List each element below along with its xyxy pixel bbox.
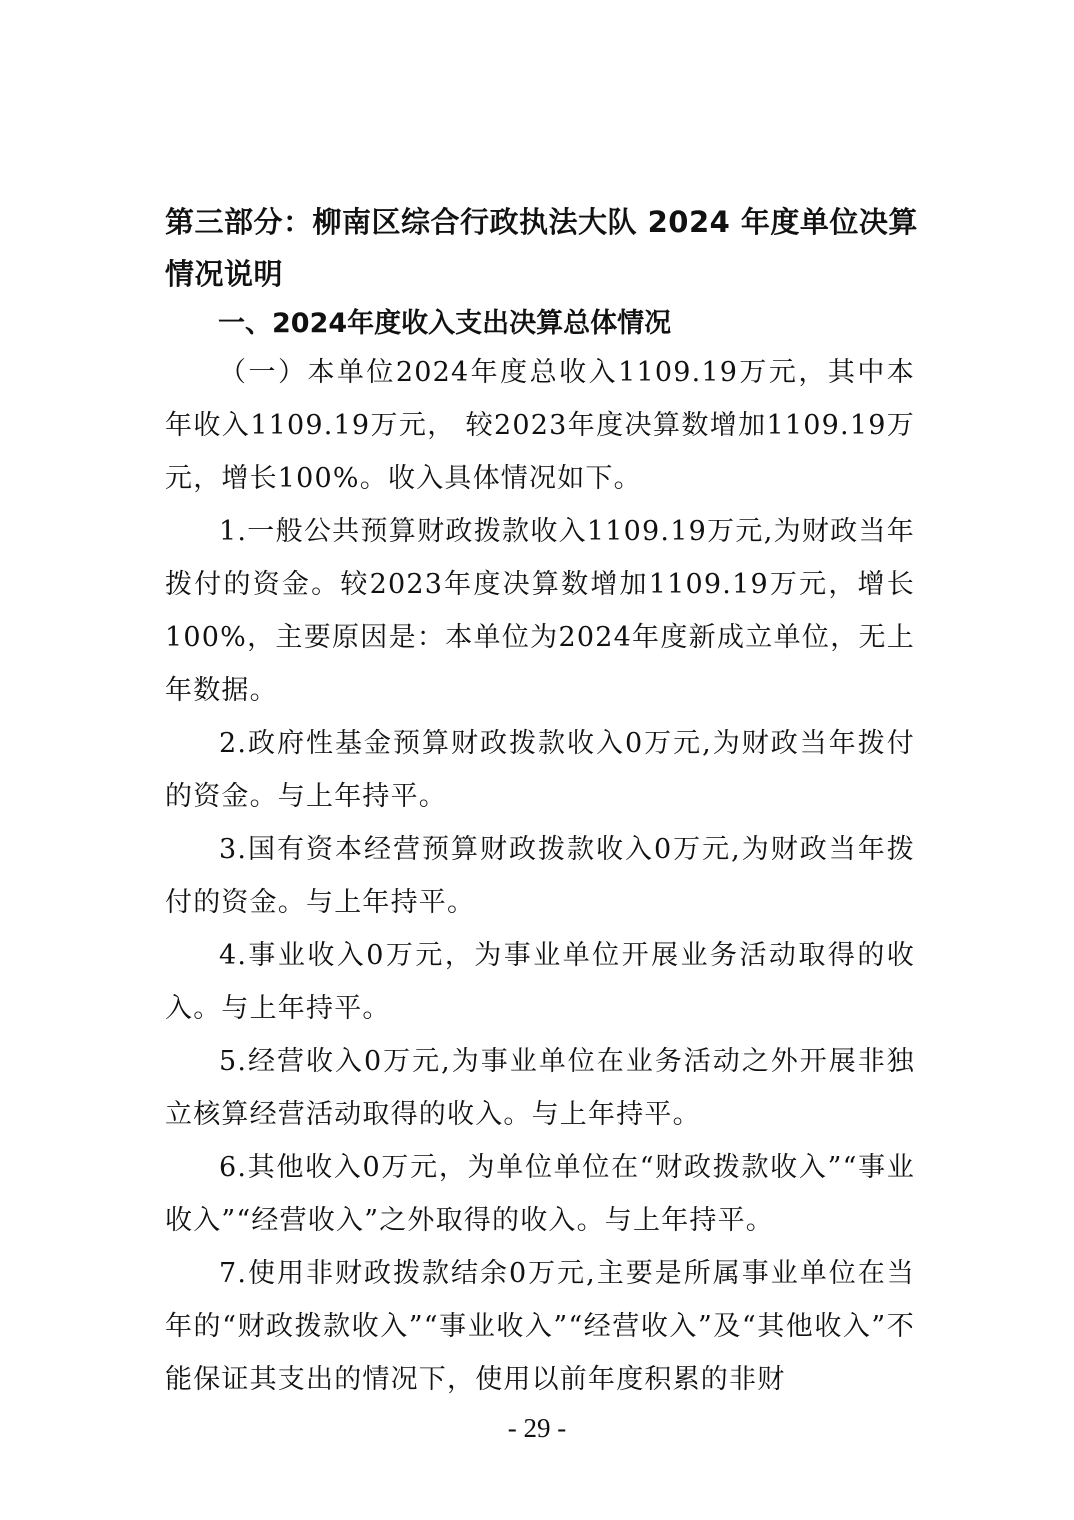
document-body	[165, 346, 915, 1406]
paragraph-item-5: 5.经营收入0万元,为事业单位在业务活动之外开展非独立核算经营活动取得的收入。与上年持平。	[165, 1046, 915, 1130]
paragraph-item-6: 6.其他收入0万元，为单位单位在“财政拨款收入”“事业收入”“经营收入”之外取得的收入。与上年持平。	[165, 1152, 915, 1236]
paragraph-item-3: 3.国有资本经营预算财政拨款收入0万元,为财政当年拨付的资金。与上年持平。	[165, 834, 915, 918]
paragraph-item-7: 7.使用非财政拨款结余0万元,主要是所属事业单位在当年的“财政拨款收入”“事业收入”“经营收入”及“其他收入”不能保证其支出的情况下，使用以前年度积累的非财	[165, 1258, 915, 1395]
paragraph-item-1: 1.一般公共预算财政拨款收入1109.19万元,为财政当年拨付的资金。较2023年度决算数增加1109.19万元，增长100%，主要原因是：本单位为2024年度新成立单位，无上年数据。	[165, 516, 915, 706]
document-title: 第三部分：柳南区综合行政执法大队 2024 年度单位决算情况说明	[165, 205, 918, 291]
paragraph-item-4: 4.事业收入0万元，为事业单位开展业务活动取得的收入。与上年持平。	[165, 940, 915, 1024]
paragraph-income-overview: （一）本单位2024年度总收入1109.19万元，其中本年收入1109.19万元， 较2023年度决算数增加1109.19万元，增长100%。收入具体情况如下。	[165, 357, 915, 494]
section-heading: 一、2024年度收入支出决算总体情况	[218, 308, 672, 339]
paragraph-item-2: 2.政府性基金预算财政拨款收入0万元,为财政当年拨付的资金。与上年持平。	[165, 728, 915, 812]
page-number: - 29 -	[507, 1413, 567, 1443]
